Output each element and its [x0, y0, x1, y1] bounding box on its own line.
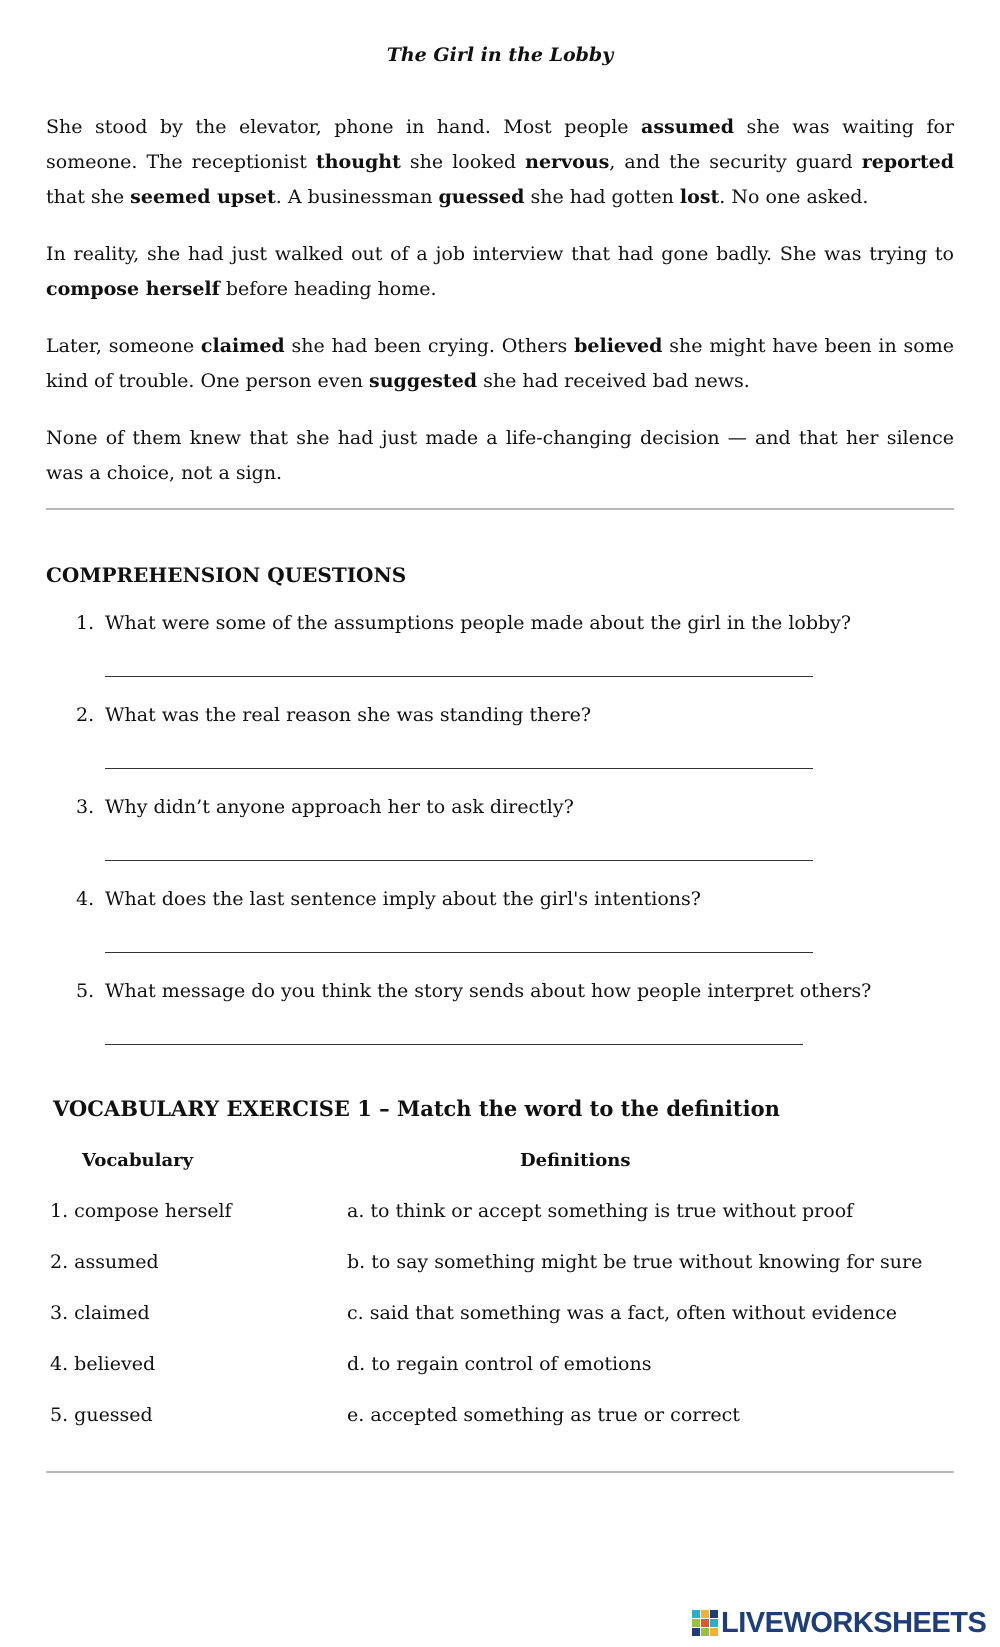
- question-number: 3.: [76, 796, 95, 818]
- answer-line[interactable]: [105, 676, 813, 677]
- vocabulary-heading: VOCABULARY EXERCISE 1 – Match the word to the definition: [53, 1096, 780, 1121]
- question-text: What does the last sentence imply about the girl's intentions?: [105, 888, 701, 910]
- question-text: What was the real reason she was standing there?: [105, 704, 592, 726]
- vocabulary-row: [46, 1302, 954, 1332]
- vocabulary-row: [46, 1404, 954, 1434]
- answer-line[interactable]: [105, 1044, 803, 1045]
- question-item: [46, 612, 954, 704]
- key-vocabulary-word: compose herself: [46, 278, 220, 300]
- question-number: 5.: [76, 980, 95, 1002]
- key-vocabulary-word: claimed: [200, 335, 285, 357]
- key-vocabulary-word: assumed: [641, 116, 735, 138]
- key-vocabulary-word: guessed: [438, 186, 525, 208]
- story-paragraph: She stood by the elevator, phone in hand. Most people assumed she was waiting for someone. The receptionist thought she looked nervous, and the security guard reported that she seemed upset. A businessman guessed she had gotten lost. No one asked.: [46, 116, 954, 208]
- comprehension-heading: COMPREHENSION QUESTIONS: [46, 563, 407, 587]
- key-vocabulary-word: believed: [574, 335, 663, 357]
- section-divider: [46, 1471, 954, 1473]
- vocabulary-word: 4. believed: [50, 1353, 156, 1375]
- liveworksheets-logo-icon: [692, 1610, 718, 1636]
- question-item: [46, 888, 954, 980]
- question-text: What were some of the assumptions people made about the girl in the lobby?: [105, 612, 852, 634]
- story-title: The Girl in the Lobby: [386, 44, 614, 66]
- key-vocabulary-word: reported: [861, 151, 954, 173]
- answer-line[interactable]: [105, 952, 813, 953]
- liveworksheets-brand: [692, 1607, 992, 1639]
- answer-line[interactable]: [105, 860, 813, 861]
- question-item: [46, 980, 954, 1072]
- answer-line[interactable]: [105, 768, 813, 769]
- story-paragraph: In reality, she had just walked out of a job interview that had gone badly. She was trying to compose herself before heading home.: [46, 243, 954, 300]
- key-vocabulary-word: suggested: [369, 370, 478, 392]
- question-text: What message do you think the story sends about how people interpret others?: [105, 980, 872, 1002]
- question-number: 4.: [76, 888, 95, 910]
- key-vocabulary-word: thought: [315, 151, 401, 173]
- story-body: [46, 110, 954, 513]
- question-text: Why didn’t anyone approach her to ask directly?: [105, 796, 574, 818]
- question-item: [46, 796, 954, 888]
- vocabulary-word: 3. claimed: [50, 1302, 150, 1324]
- vocabulary-word: 1. compose herself: [50, 1200, 232, 1222]
- vocabulary-definition: e. accepted something as true or correct: [347, 1404, 740, 1426]
- question-item: [46, 704, 954, 796]
- vocabulary-column-header: Vocabulary: [82, 1150, 194, 1171]
- key-vocabulary-word: seemed upset: [130, 186, 276, 208]
- comprehension-question-list: [46, 612, 954, 1072]
- definitions-column-header: Definitions: [520, 1150, 631, 1171]
- story-paragraph: Later, someone claimed she had been crying. Others believed she might have been in some kind of trouble. One person even suggested she had received bad news.: [46, 335, 955, 392]
- vocabulary-definition: b. to say something might be true without knowing for sure: [347, 1251, 923, 1273]
- story-paragraph: None of them knew that she had just made a life-changing decision — and that her silence was a choice, not a sign.: [46, 427, 954, 484]
- vocabulary-definition: a. to think or accept something is true without proof: [347, 1200, 854, 1222]
- vocabulary-row: [46, 1353, 954, 1383]
- vocabulary-definition: c. said that something was a fact, often without evidence: [347, 1302, 898, 1324]
- question-number: 2.: [76, 704, 95, 726]
- question-number: 1.: [76, 612, 95, 634]
- vocabulary-definition: d. to regain control of emotions: [347, 1353, 652, 1375]
- vocabulary-word: 2. assumed: [50, 1251, 159, 1273]
- brand-name: LIVEWORKSHEETS: [721, 1606, 987, 1639]
- key-vocabulary-word: nervous: [525, 151, 610, 173]
- vocabulary-row: [46, 1251, 954, 1281]
- vocabulary-word: 5. guessed: [50, 1404, 153, 1426]
- vocabulary-row: [46, 1200, 954, 1230]
- section-divider: [46, 508, 954, 510]
- key-vocabulary-word: lost: [679, 186, 720, 208]
